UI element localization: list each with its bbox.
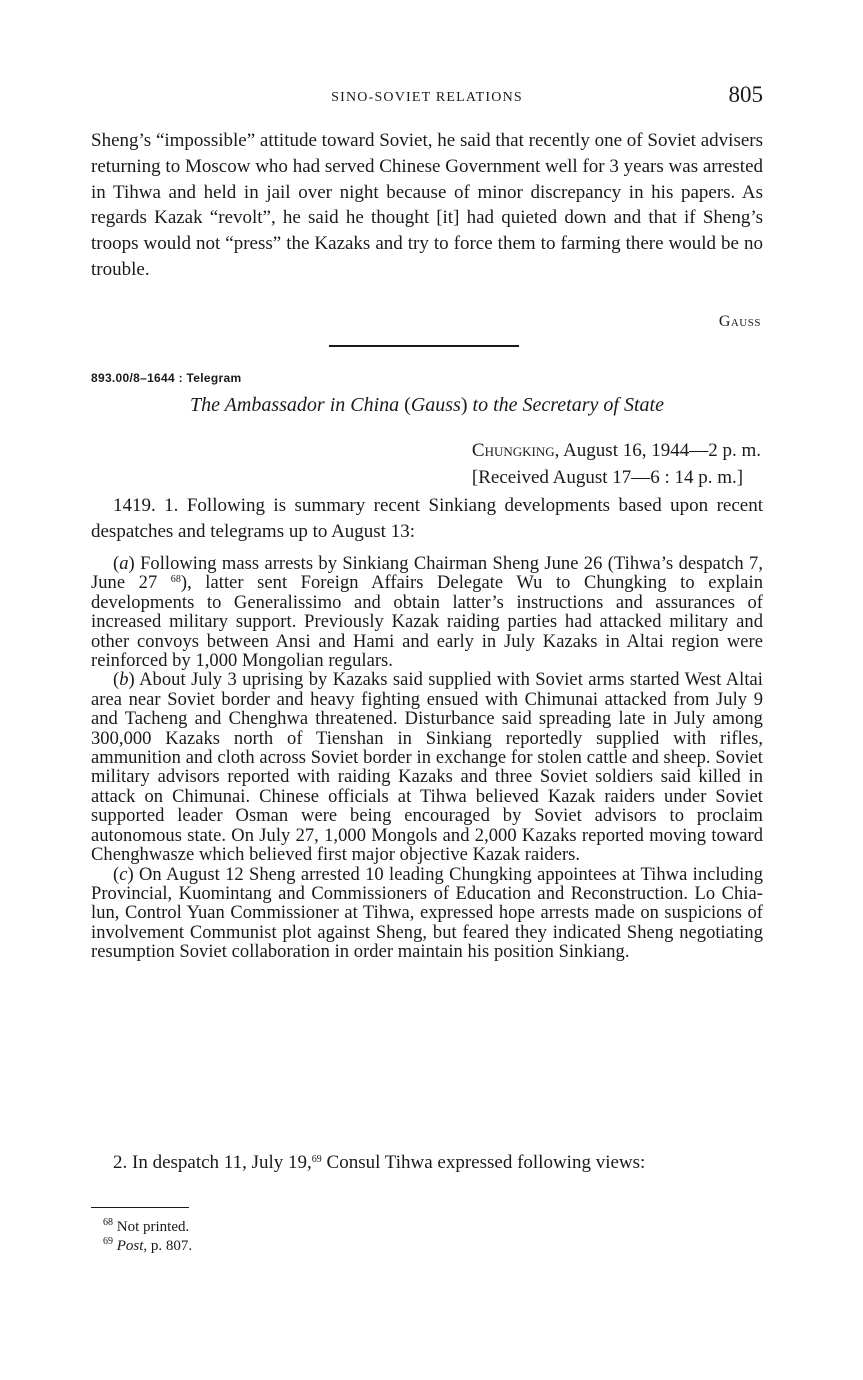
- paragraph-b: [91, 671, 763, 865]
- paragraph-b-close: ): [128, 670, 135, 691]
- paragraph-a: [91, 555, 763, 671]
- point-2-text-2: Consul Tihwa expressed following views:: [321, 1152, 646, 1173]
- dateline: [472, 437, 761, 491]
- dateline-date: , August 16, 1944—2 p. m.: [554, 440, 761, 461]
- footnote-69-italic: Post,: [116, 1238, 148, 1254]
- point-2-paragraph: [91, 1150, 763, 1176]
- paragraph-a-text-1: Following mass arrests by Sinkiang Chairman Sheng June 26 (Tihwa’s despatch 7, June 27: [91, 554, 763, 594]
- heading-paren-open: (: [404, 394, 411, 416]
- paragraph-b-open: (: [113, 670, 120, 691]
- dateline-place-date: [472, 437, 761, 464]
- heading-part2: to the Secretary of State: [472, 394, 664, 416]
- footnote-ref-68: 68: [170, 574, 181, 586]
- running-title: SINO-SOVIET RELATIONS: [331, 90, 523, 105]
- dateline-place: Chungking: [471, 440, 555, 461]
- telegram-body: [91, 555, 763, 963]
- footnote-68: [103, 1218, 192, 1237]
- paragraph-a-text-2: ), latter sent Foreign Affairs Delegate Wu to Chungking to explain developments to Generalissimo and obtain latter’s instructions and assurances of increased military support. Previously Kazak raiding parties had attacked military and other convoys between Ansi and Hami and early in July Kazaks in Altai region were reinforced by 1,000 Mongolian regulars.: [91, 573, 764, 672]
- paragraph-a-label: a: [119, 554, 129, 574]
- signature: Gauss: [718, 313, 761, 330]
- heading-part1: The Ambassador in China: [190, 394, 400, 416]
- file-reference: 893.00/8–1644 : Telegram: [91, 371, 242, 385]
- footnote-68-text: Not printed.: [113, 1219, 190, 1235]
- footnote-69-mark: 69: [103, 1236, 113, 1247]
- running-head: [91, 82, 763, 112]
- paragraph-c-open: (: [113, 864, 120, 885]
- continued-paragraph: Sheng’s “impossible” attitude toward Soviet, he said that recently one of Soviet advisers returning to Moscow who had served Chinese Government well for 3 years was arrested in Tihwa and held in jail over night because of minor discrepancy in his papers. As regards Kazak “revolt”, he said he thought [it] had quieted down and that if Sheng’s troops would not “press” the Kazaks and try to force them to farming there would be no trouble.: [91, 130, 763, 280]
- heading-paren-close: ): [460, 394, 468, 416]
- paragraph-c-close: ): [127, 864, 134, 885]
- footnote-69: [103, 1237, 192, 1256]
- dateline-received: [Received August 17—6 : 14 p. m.]: [471, 467, 744, 488]
- footnote-rule: [91, 1207, 189, 1208]
- heading-name: Gauss: [410, 394, 461, 416]
- paragraph-a-close: ): [128, 554, 135, 574]
- paragraph-c-text: On August 12 Sheng arrested 10 leading Chungking appointees at Tihwa including Provincial, Kuomintang and Commissioners of Education and Reconstruction. Lo Chia-lun, Control Yuan Commissioner at Tihwa, expressed hope arrests made on suspicions of involvement Communist plot against Sheng, but feared they indicated Sheng negotiating resumption Soviet collaboration in order maintain his position Sinkiang.: [91, 864, 763, 963]
- intro-paragraph: 1419. 1. Following is summary recent Sinkiang developments based upon recent despatches and telegrams up to August 13:: [91, 495, 763, 542]
- point-2-text-1: 2. In despatch 11, July 19,: [113, 1152, 312, 1173]
- document-heading: [91, 394, 763, 417]
- footnote-ref-69: 69: [311, 1154, 322, 1165]
- footnotes: [103, 1218, 192, 1256]
- section-divider: [329, 345, 519, 347]
- paragraph-b-label: b: [119, 670, 129, 691]
- document-page: [91, 0, 763, 1380]
- paragraph-b-text: About July 3 uprising by Kazaks said supplied with Soviet arms started West Altai area near Soviet border and heavy fighting ensued with Chimunai attacked from July 9 and Tacheng and Chenghwa threatened. Disturbance said spreading late in July among 300,000 Kazaks north of Tienshan in Sinkiang reportedly supplied with rifles, ammunition and cloth across Soviet border in exchange for stolen cattle and sheep. Soviet military advisors reported with raiding Kazaks and three Soviet soldiers said killed in attack on Chimunai. Chinese officials at Tihwa believed Kazak raiders under Soviet supported leader Osman were being encouraged by Soviet advisors to proclaim autonomous state. On July 27, 1,000 Mongols and 2,000 Kazaks reported moving toward Chenghwasze which believed first major objective Kazak raiders.: [91, 670, 763, 866]
- page-number: 805: [728, 82, 763, 107]
- footnote-69-rest: p. 807.: [147, 1238, 193, 1254]
- paragraph-c: [91, 866, 763, 963]
- paragraph-c-label: c: [119, 864, 128, 885]
- paragraph-a-open: (: [113, 554, 120, 574]
- footnote-68-mark: 68: [103, 1217, 113, 1228]
